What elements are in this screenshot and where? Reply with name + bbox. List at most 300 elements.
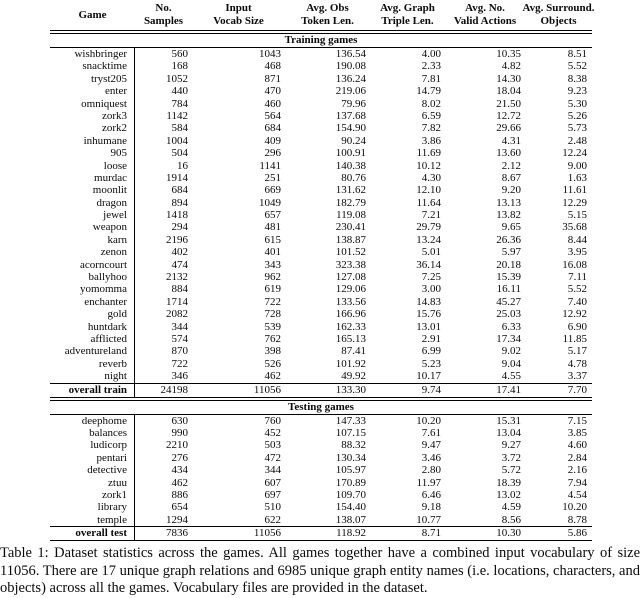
value-cell: 7.40 xyxy=(567,295,587,308)
value-cell: 8.38 xyxy=(567,72,587,85)
value-cell: 140.38 xyxy=(335,159,366,172)
value-cell: 6.99 xyxy=(421,345,441,358)
value-cell: 9.18 xyxy=(421,501,441,514)
game-name-cell: loose xyxy=(50,160,135,172)
dataset-statistics-table xyxy=(50,0,595,541)
divider xyxy=(50,540,592,541)
value-cell: 131.62 xyxy=(335,184,366,197)
table-row xyxy=(50,209,592,221)
value-cell: 16 xyxy=(177,159,188,172)
value-cell: 462 xyxy=(171,476,188,489)
value-cell: 21.50 xyxy=(496,97,521,110)
value-cell: 619 xyxy=(264,283,281,296)
game-name-cell: night xyxy=(50,370,135,382)
game-name-cell: wishbringer xyxy=(50,48,135,60)
value-cell: 323.38 xyxy=(335,258,366,271)
value-cell: 118.92 xyxy=(336,527,366,540)
value-cell: 16.11 xyxy=(496,283,521,296)
value-cell: 13.02 xyxy=(496,488,521,501)
table-row xyxy=(50,197,592,209)
value-cell: 7.11 xyxy=(568,271,587,284)
game-name-cell: inhumane xyxy=(50,135,135,147)
value-cell: 990 xyxy=(171,426,188,439)
value-cell: 722 xyxy=(171,357,188,370)
value-cell: 127.08 xyxy=(335,271,366,284)
value-cell: 3.37 xyxy=(567,370,587,383)
game-name-cell: balances xyxy=(50,427,135,439)
game-name-cell: detective xyxy=(50,464,135,476)
value-cell: 346 xyxy=(171,370,188,383)
value-cell: 607 xyxy=(264,476,281,489)
value-cell: 11.85 xyxy=(562,332,587,345)
game-name-cell: overall train xyxy=(50,384,135,397)
game-name-cell: yomomma xyxy=(50,283,135,295)
game-name-cell: adventureland xyxy=(50,345,135,357)
value-cell: 401 xyxy=(264,246,281,259)
game-name-cell: pentari xyxy=(50,452,135,464)
value-cell: 6.46 xyxy=(421,488,441,501)
value-cell: 434 xyxy=(171,464,188,477)
column-header-no-samples xyxy=(135,0,192,30)
value-cell: 8.56 xyxy=(501,513,521,526)
table-header-row xyxy=(50,0,595,30)
value-cell: 2.80 xyxy=(421,464,441,477)
value-cell: 100.91 xyxy=(335,147,366,160)
value-cell: 11056 xyxy=(253,383,281,396)
value-cell: 504 xyxy=(171,147,188,160)
game-name-cell: zenon xyxy=(50,246,135,258)
value-cell: 760 xyxy=(264,414,281,427)
value-cell: 7.61 xyxy=(421,426,441,439)
value-cell: 10.12 xyxy=(416,159,441,172)
value-cell: 5.30 xyxy=(567,97,587,110)
value-cell: 12.72 xyxy=(496,109,521,122)
value-cell: 1.63 xyxy=(567,171,587,184)
value-cell: 5.01 xyxy=(421,246,441,259)
value-cell: 1714 xyxy=(166,295,188,308)
value-cell: 294 xyxy=(171,221,188,234)
value-cell: 7.25 xyxy=(421,271,441,284)
value-cell: 962 xyxy=(264,271,281,284)
value-cell: 1418 xyxy=(166,209,188,222)
value-cell: 9.65 xyxy=(501,221,521,234)
value-cell: 7.15 xyxy=(567,414,587,427)
value-cell: 130.34 xyxy=(335,451,366,464)
value-cell: 133.30 xyxy=(335,383,366,396)
value-cell: 18.04 xyxy=(496,85,521,98)
table-row xyxy=(50,464,592,476)
table-row xyxy=(50,184,592,196)
value-cell: 15.76 xyxy=(416,308,441,321)
value-cell: 462 xyxy=(264,370,281,383)
value-cell: 10.20 xyxy=(416,414,441,427)
value-cell: 3.00 xyxy=(421,283,441,296)
value-cell: 884 xyxy=(171,283,188,296)
value-cell: 630 xyxy=(171,414,188,427)
game-name-cell: zork3 xyxy=(50,110,135,122)
value-cell: 1049 xyxy=(259,196,281,209)
value-cell: 1142 xyxy=(166,109,188,122)
value-cell: 1043 xyxy=(259,48,281,60)
column-header-game xyxy=(50,0,135,30)
value-cell: 2132 xyxy=(166,271,188,284)
game-name-cell: ztuu xyxy=(50,477,135,489)
value-cell: 11.61 xyxy=(562,184,587,197)
game-name-cell: moonlit xyxy=(50,184,135,196)
value-cell: 88.32 xyxy=(341,439,366,452)
value-cell: 9.23 xyxy=(567,85,587,98)
game-name-cell: zork2 xyxy=(50,122,135,134)
game-name-cell: temple xyxy=(50,514,135,526)
value-cell: 35.68 xyxy=(562,221,587,234)
value-cell: 219.06 xyxy=(335,85,366,98)
table-row xyxy=(50,415,592,427)
value-cell: 722 xyxy=(264,295,281,308)
value-cell: 8.02 xyxy=(421,97,441,110)
value-cell: 1914 xyxy=(166,171,188,184)
game-name-cell: omniquest xyxy=(50,98,135,110)
value-cell: 2.16 xyxy=(567,464,587,477)
value-cell: 5.72 xyxy=(501,464,521,477)
table-row xyxy=(50,246,592,258)
table-row xyxy=(50,345,592,357)
table-row xyxy=(50,48,592,60)
value-cell: 18.39 xyxy=(496,476,521,489)
value-cell: 564 xyxy=(264,109,281,122)
value-cell: 101.92 xyxy=(335,357,366,370)
value-cell: 154.40 xyxy=(335,501,366,514)
value-cell: 2.33 xyxy=(421,60,441,73)
value-cell: 2.48 xyxy=(567,134,587,147)
value-cell: 49.92 xyxy=(341,370,366,383)
game-name-cell: acorncourt xyxy=(50,259,135,271)
value-cell: 4.00 xyxy=(421,48,441,60)
table-row xyxy=(50,370,592,382)
value-cell: 90.24 xyxy=(341,134,366,147)
training-summary xyxy=(50,384,592,397)
table-row xyxy=(50,333,592,345)
column-header-avg-no-valid-actions xyxy=(445,0,525,30)
value-cell: 12.24 xyxy=(562,147,587,160)
value-cell: 2082 xyxy=(166,308,188,321)
value-cell: 105.97 xyxy=(335,464,366,477)
value-cell: 36.14 xyxy=(416,258,441,271)
table-row xyxy=(50,122,592,134)
value-cell: 5.26 xyxy=(567,109,587,122)
value-cell: 136.54 xyxy=(335,48,366,60)
value-cell: 4.82 xyxy=(501,60,521,73)
value-cell: 138.07 xyxy=(335,513,366,526)
value-cell: 80.76 xyxy=(341,171,366,184)
value-cell: 109.70 xyxy=(335,488,366,501)
game-name-cell: snacktime xyxy=(50,60,135,72)
value-cell: 119.08 xyxy=(336,209,366,222)
value-cell: 4.59 xyxy=(501,501,521,514)
game-name-cell: ballyhoo xyxy=(50,271,135,283)
value-cell: 4.78 xyxy=(567,357,587,370)
value-cell: 12.92 xyxy=(562,308,587,321)
value-cell: 474 xyxy=(171,258,188,271)
header-line: Avg. Obs xyxy=(306,2,349,14)
section-title-testing: Testing games xyxy=(288,400,354,413)
value-cell: 1294 xyxy=(166,513,188,526)
value-cell: 5.17 xyxy=(567,345,587,358)
value-cell: 165.13 xyxy=(335,332,366,345)
column-header-avg-surround-objects xyxy=(522,0,595,30)
table-row xyxy=(50,271,592,283)
table-row xyxy=(50,358,592,370)
value-cell: 9.02 xyxy=(501,345,521,358)
table-row xyxy=(50,98,592,110)
value-cell: 539 xyxy=(264,320,281,333)
value-cell: 584 xyxy=(171,122,188,135)
value-cell: 2.12 xyxy=(501,159,521,172)
value-cell: 137.68 xyxy=(335,109,366,122)
value-cell: 133.56 xyxy=(335,295,366,308)
value-cell: 12.29 xyxy=(562,196,587,209)
testing-summary xyxy=(50,527,592,540)
value-cell: 13.82 xyxy=(496,209,521,222)
value-cell: 8.51 xyxy=(567,48,587,60)
value-cell: 560 xyxy=(171,48,188,60)
table-row xyxy=(50,135,592,147)
value-cell: 526 xyxy=(264,357,281,370)
value-cell: 14.83 xyxy=(416,295,441,308)
header-line: Triple Len. xyxy=(381,15,434,27)
value-cell: 15.39 xyxy=(496,271,521,284)
value-cell: 11056 xyxy=(253,527,281,540)
value-cell: 14.79 xyxy=(416,85,441,98)
testing-rows xyxy=(50,415,592,527)
value-cell: 9.00 xyxy=(567,159,587,172)
value-cell: 481 xyxy=(264,221,281,234)
game-name-cell: library xyxy=(50,501,135,513)
table-row xyxy=(50,501,592,513)
value-cell: 4.30 xyxy=(421,171,441,184)
value-cell: 10.17 xyxy=(416,370,441,383)
value-cell: 2196 xyxy=(166,233,188,246)
table-row xyxy=(50,110,592,122)
value-cell: 26.36 xyxy=(496,233,521,246)
table-row xyxy=(50,234,592,246)
table-row xyxy=(50,308,592,320)
value-cell: 10.30 xyxy=(496,527,521,540)
value-cell: 101.52 xyxy=(335,246,366,259)
value-cell: 5.52 xyxy=(567,283,587,296)
game-name-cell: dragon xyxy=(50,197,135,209)
value-cell: 162.33 xyxy=(335,320,366,333)
value-cell: 29.66 xyxy=(496,122,521,135)
value-cell: 170.89 xyxy=(335,476,366,489)
value-cell: 8.44 xyxy=(567,233,587,246)
value-cell: 10.20 xyxy=(562,501,587,514)
column-header-input-vocab-size xyxy=(192,0,285,30)
value-cell: 3.46 xyxy=(421,451,441,464)
value-cell: 5.15 xyxy=(567,209,587,222)
value-cell: 15.31 xyxy=(496,414,521,427)
value-cell: 510 xyxy=(264,501,281,514)
table-row xyxy=(50,60,592,72)
value-cell: 166.96 xyxy=(335,308,366,321)
value-cell: 871 xyxy=(264,72,281,85)
value-cell: 784 xyxy=(171,97,188,110)
value-cell: 17.41 xyxy=(496,383,521,396)
value-cell: 3.85 xyxy=(567,426,587,439)
value-cell: 276 xyxy=(171,451,188,464)
value-cell: 5.23 xyxy=(421,357,441,370)
value-cell: 886 xyxy=(171,488,188,501)
value-cell: 728 xyxy=(264,308,281,321)
header-line: No. xyxy=(155,2,172,14)
value-cell: 168 xyxy=(171,60,188,73)
game-name-cell: enchanter xyxy=(50,296,135,308)
value-cell: 12.10 xyxy=(416,184,441,197)
game-name-cell: gold xyxy=(50,308,135,320)
header-line: Valid Actions xyxy=(453,15,517,27)
value-cell: 1052 xyxy=(166,72,188,85)
value-cell: 45.27 xyxy=(496,295,521,308)
table-row xyxy=(50,172,592,184)
value-cell: 10.35 xyxy=(496,48,521,60)
column-header-avg-obs-token-len xyxy=(285,0,370,30)
header-line: Objects xyxy=(540,15,577,27)
value-cell: 3.86 xyxy=(421,134,441,147)
game-name-cell: jewel xyxy=(50,209,135,221)
training-rows xyxy=(50,48,592,383)
value-cell: 6.59 xyxy=(421,109,441,122)
value-cell: 5.73 xyxy=(567,122,587,135)
header-line: Input xyxy=(225,2,252,14)
column-header-avg-graph-triple-len xyxy=(370,0,445,30)
value-cell: 13.04 xyxy=(496,426,521,439)
table-row xyxy=(50,439,592,451)
value-cell: 16.08 xyxy=(562,258,587,271)
header-line: Avg. Graph xyxy=(380,2,435,14)
value-cell: 870 xyxy=(171,345,188,358)
value-cell: 2210 xyxy=(166,439,188,452)
header-line: Vocab Size xyxy=(213,15,264,27)
game-name-cell: huntdark xyxy=(50,321,135,333)
value-cell: 344 xyxy=(171,320,188,333)
game-name-cell: zork1 xyxy=(50,489,135,501)
value-cell: 344 xyxy=(264,464,281,477)
value-cell: 894 xyxy=(171,196,188,209)
value-cell: 452 xyxy=(264,426,281,439)
value-cell: 8.78 xyxy=(567,513,587,526)
table-row xyxy=(50,221,592,233)
game-name-cell: enter xyxy=(50,85,135,97)
value-cell: 13.60 xyxy=(496,147,521,160)
value-cell: 343 xyxy=(264,258,281,271)
value-cell: 3.72 xyxy=(501,451,521,464)
value-cell: 10.77 xyxy=(416,513,441,526)
value-cell: 2.91 xyxy=(421,332,441,345)
value-cell: 230.41 xyxy=(335,221,366,234)
value-cell: 657 xyxy=(264,209,281,222)
value-cell: 182.79 xyxy=(335,196,366,209)
value-cell: 7.70 xyxy=(567,383,587,396)
table-row xyxy=(50,321,592,333)
value-cell: 9.20 xyxy=(501,184,521,197)
value-cell: 398 xyxy=(264,345,281,358)
value-cell: 440 xyxy=(171,85,188,98)
value-cell: 147.33 xyxy=(335,414,366,427)
header-line: Samples xyxy=(143,15,184,27)
value-cell: 154.90 xyxy=(335,122,366,135)
value-cell: 7836 xyxy=(166,527,188,540)
value-cell: 4.31 xyxy=(501,134,521,147)
value-cell: 13.24 xyxy=(416,233,441,246)
header-line: Avg. No. xyxy=(465,2,505,14)
value-cell: 11.97 xyxy=(416,476,441,489)
value-cell: 1141 xyxy=(259,159,281,172)
value-cell: 87.41 xyxy=(341,345,366,358)
game-name-cell: reverb xyxy=(50,358,135,370)
value-cell: 296 xyxy=(264,147,281,160)
value-cell: 3.95 xyxy=(567,246,587,259)
value-cell: 11.64 xyxy=(416,196,441,209)
game-name-cell: 905 xyxy=(50,147,135,159)
value-cell: 5.86 xyxy=(567,527,587,540)
value-cell: 20.18 xyxy=(496,258,521,271)
game-name-cell: tryst205 xyxy=(50,73,135,85)
value-cell: 669 xyxy=(264,184,281,197)
value-cell: 79.96 xyxy=(341,97,366,110)
value-cell: 13.01 xyxy=(416,320,441,333)
value-cell: 2.84 xyxy=(567,451,587,464)
value-cell: 7.94 xyxy=(567,476,587,489)
value-cell: 402 xyxy=(171,246,188,259)
value-cell: 503 xyxy=(264,439,281,452)
value-cell: 4.60 xyxy=(567,439,587,452)
value-cell: 24198 xyxy=(160,383,188,396)
game-name-cell: murdac xyxy=(50,172,135,184)
header-line: Token Len. xyxy=(301,15,354,27)
value-cell: 107.15 xyxy=(335,426,366,439)
table-caption: Table 1: Dataset statistics across the games. All games together have a combined input vocabulary of size 11056. There are 17 unique graph relations and 6985 unique graph entity names (i.e. locations, characters, and objects) across all the games. Vocabulary files are provided in the dataset. xyxy=(0,545,640,597)
game-name-cell: afflicted xyxy=(50,333,135,345)
value-cell: 9.47 xyxy=(421,439,441,452)
game-name-cell: ludicorp xyxy=(50,439,135,451)
summary-row xyxy=(50,384,592,397)
value-cell: 622 xyxy=(264,513,281,526)
value-cell: 468 xyxy=(264,60,281,73)
value-cell: 654 xyxy=(171,501,188,514)
value-cell: 409 xyxy=(264,134,281,147)
value-cell: 11.69 xyxy=(416,147,441,160)
value-cell: 190.08 xyxy=(335,60,366,73)
value-cell: 13.13 xyxy=(496,196,521,209)
value-cell: 4.54 xyxy=(567,488,587,501)
table-row xyxy=(50,477,592,489)
value-cell: 5.52 xyxy=(567,60,587,73)
value-cell: 136.24 xyxy=(335,72,366,85)
table-row xyxy=(50,452,592,464)
table-row xyxy=(50,73,592,85)
value-cell: 9.27 xyxy=(501,439,521,452)
value-cell: 470 xyxy=(264,85,281,98)
header-line: Game xyxy=(78,8,107,21)
game-name-cell: deephome xyxy=(50,415,135,427)
value-cell: 1004 xyxy=(166,134,188,147)
game-name-cell: weapon xyxy=(50,221,135,233)
header-line: Avg. Surround. xyxy=(522,2,595,14)
section-title-training: Training games xyxy=(284,34,358,46)
value-cell: 138.87 xyxy=(335,233,366,246)
value-cell: 762 xyxy=(264,332,281,345)
value-cell: 129.06 xyxy=(335,283,366,296)
table-row xyxy=(50,259,592,271)
